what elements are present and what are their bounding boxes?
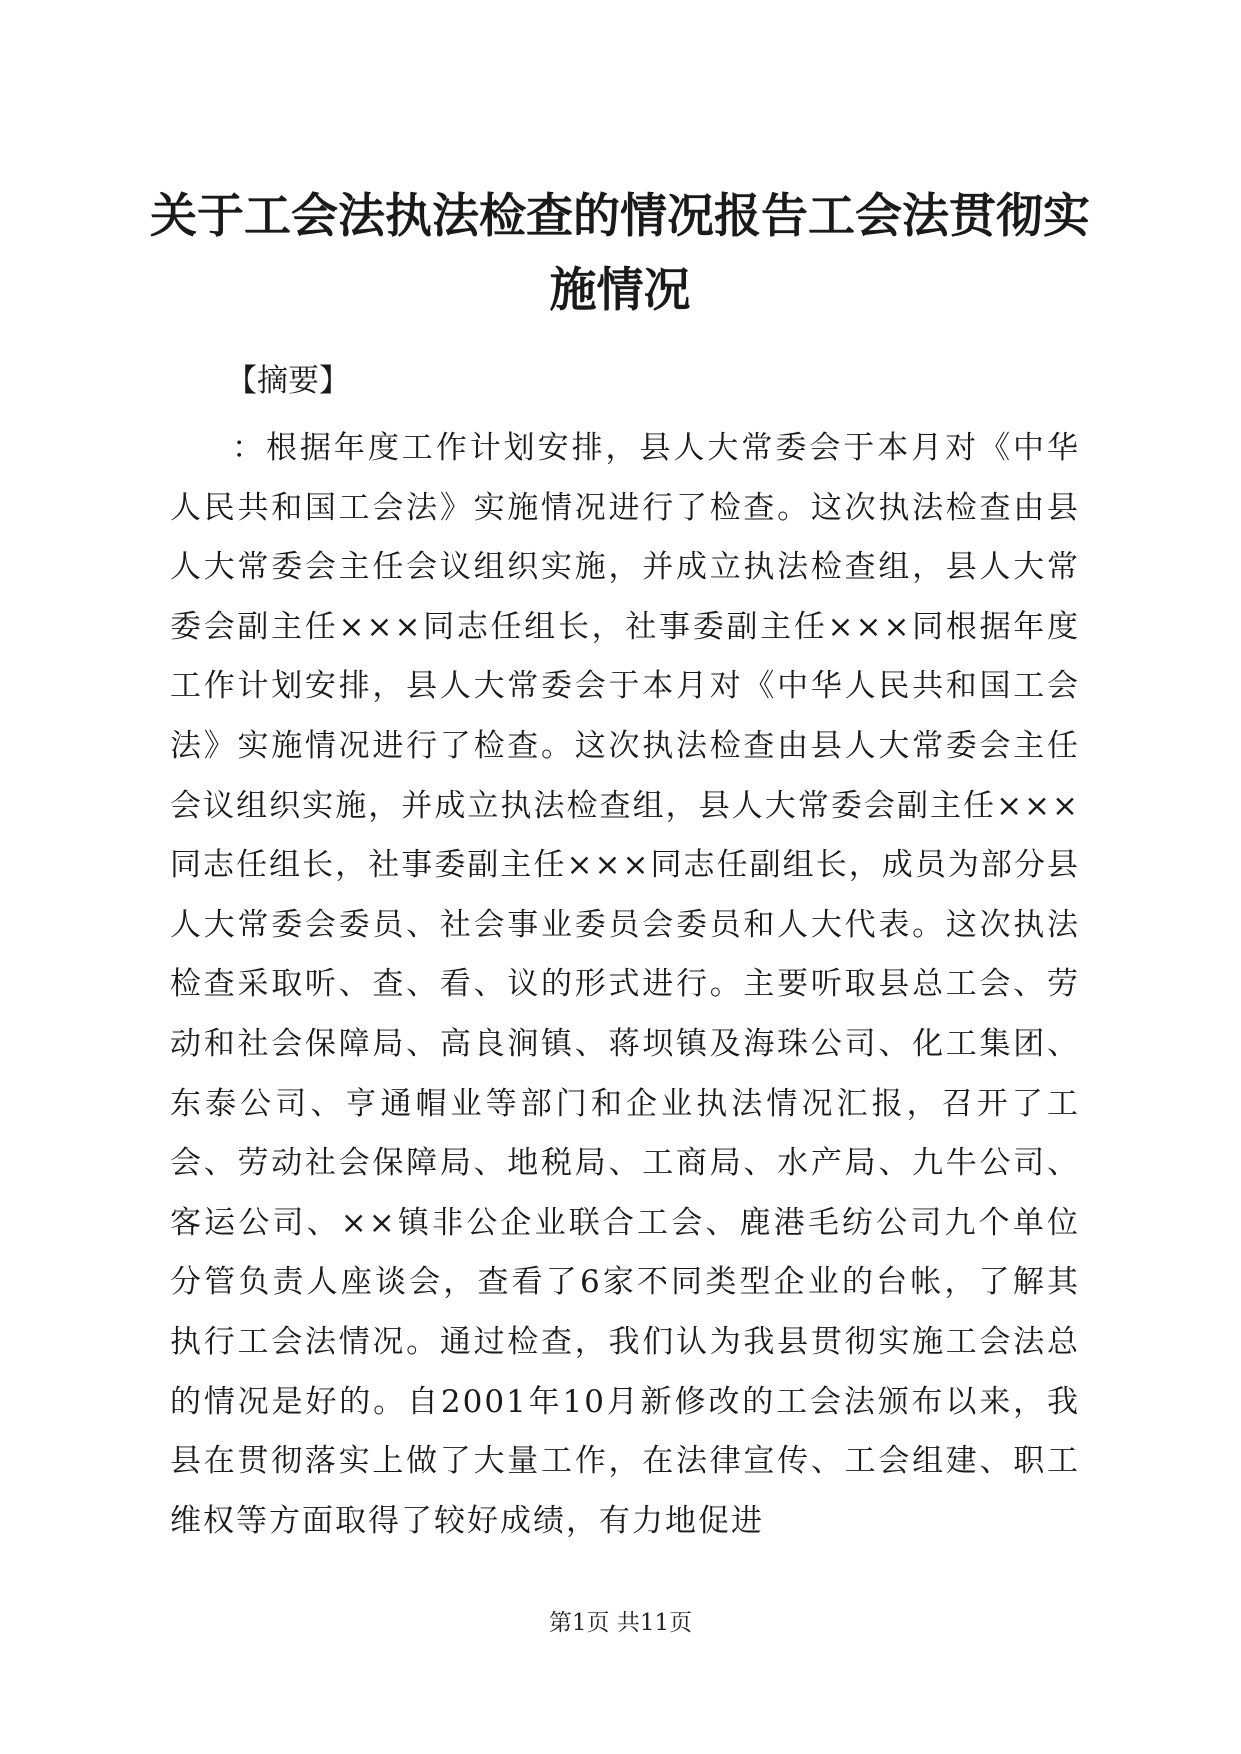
page-footer: 第1页 共11页 — [548, 1610, 693, 1636]
document-title: 关于工会法执法检查的情况报告工会法贯彻实施情况 — [150, 189, 1090, 318]
body-paragraph: ：根据年度工作计划安排，县人大常委会于本月对《中华人民共和国工会法》实施情况进行了检查。这次执法检查由县人大常委会主任会议组织实施，并成立执法检查组，县人大常委会副主任×××同志任组长，社事委副主任×××同根据年度工作计划安排，县人大常委会于本月对《中华人民共和国工会法》实施情况进行了检查。这次执法检查由县人大常委会主任会议组织实施，并成立执法检查组，县人大常委会副主任×××同志任组长，社事委副主任×××同志任副组长，成员为部分县人大常委会委员、社会事业委员会委员和人大代表。这次执法检查采取听、查、看、议的形式进行。主要听取县总工会、劳动和社会保障局、高良涧镇、蒋坝镇及海珠公司、化工集团、东泰公司、亨通帽业等部门和企业执法情况汇报，召开了工会、劳动社会保障局、地税局、工商局、水产局、九牛公司、客运公司、××镇非公企业联合工会、鹿港毛纺公司九个单位分管负责人座谈会，查看了6家不同类型企业的台帐，了解其执行工会法情况。通过检查，我们认为我县贯彻实施工会法总的情况是好的。自2001年10月新修改的工会法颁布以来，我县在贯彻落实上做了大量工作，在法律宣传、工会组建、职工维权等方面取得了较好成绩，有力地促进 — [170, 430, 1080, 1539]
abstract-label: 【摘要】 — [226, 363, 350, 399]
